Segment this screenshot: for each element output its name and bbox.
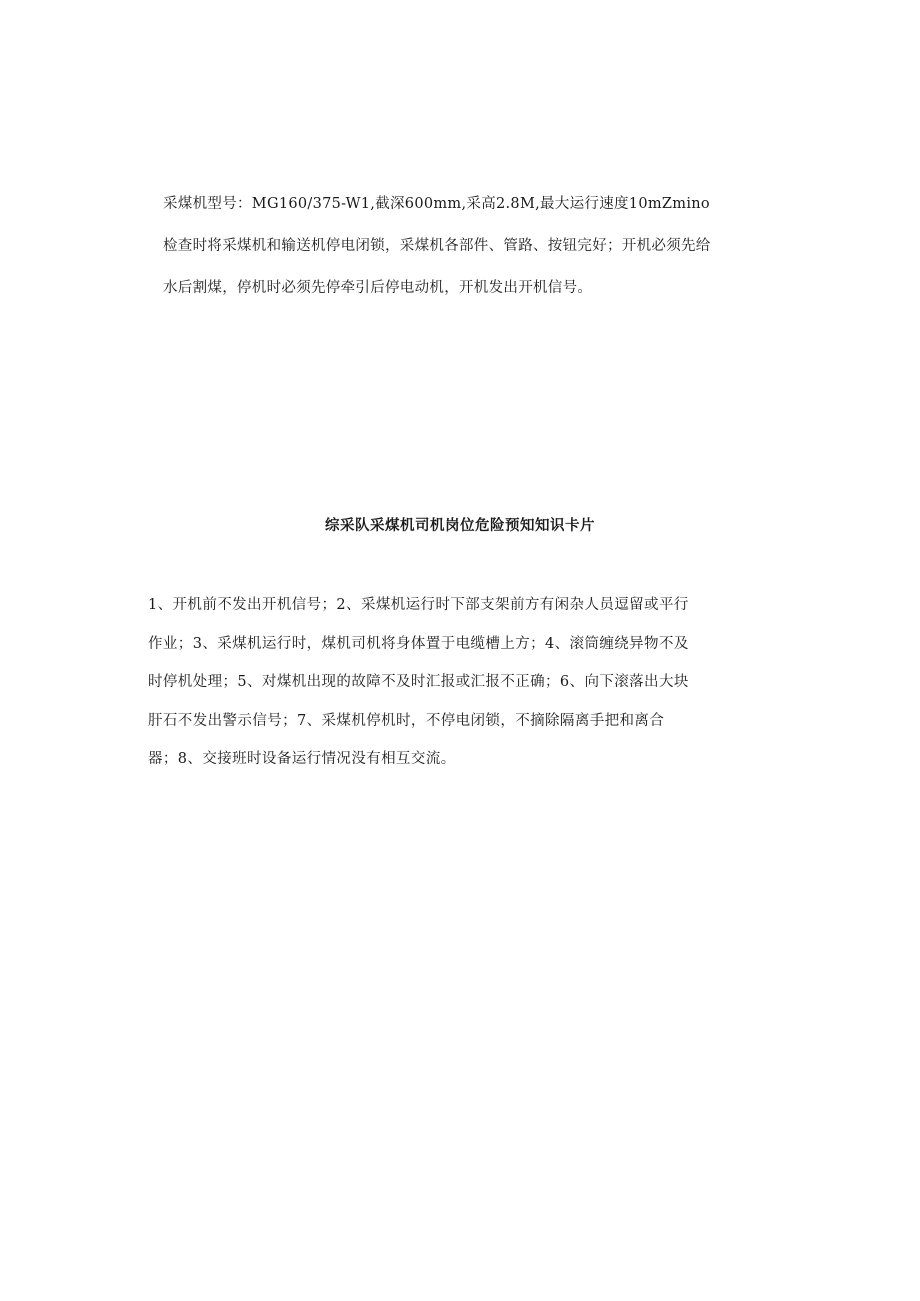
hazards-paragraph: 1、开机前不发出开机信号；2、采煤机运行时下部支架前方有闲杂人员逗留或平行作业；3、采煤机运行时，煤机司机将身体置于电缆槽上方；4、滚筒缠绕异物不及时停机处理；5、对煤机出现的故障不及时汇报或汇报不正确；6、向下滚落出大块肝石不发出警示信号；7、采煤机停机时，不停电闭锁，不摘除隔离手把和离合器；8、交接班时设备运行情况没有相互交流。	[148, 597, 689, 767]
equipment-spec-paragraph: 采煤机型号：MG160/375-W1,截深600mm,采高2.8M,最大运行速度10mZmino检查时将采煤机和输送机停电闭锁，采煤机各部件、管路、按钮完好；开机必须先给水后割煤，停机时必须先停牵引后停电动机，开机发出开机信号。	[163, 196, 711, 296]
card-title: 综采队采煤机司机岗位危险预知知识卡片	[325, 518, 595, 534]
